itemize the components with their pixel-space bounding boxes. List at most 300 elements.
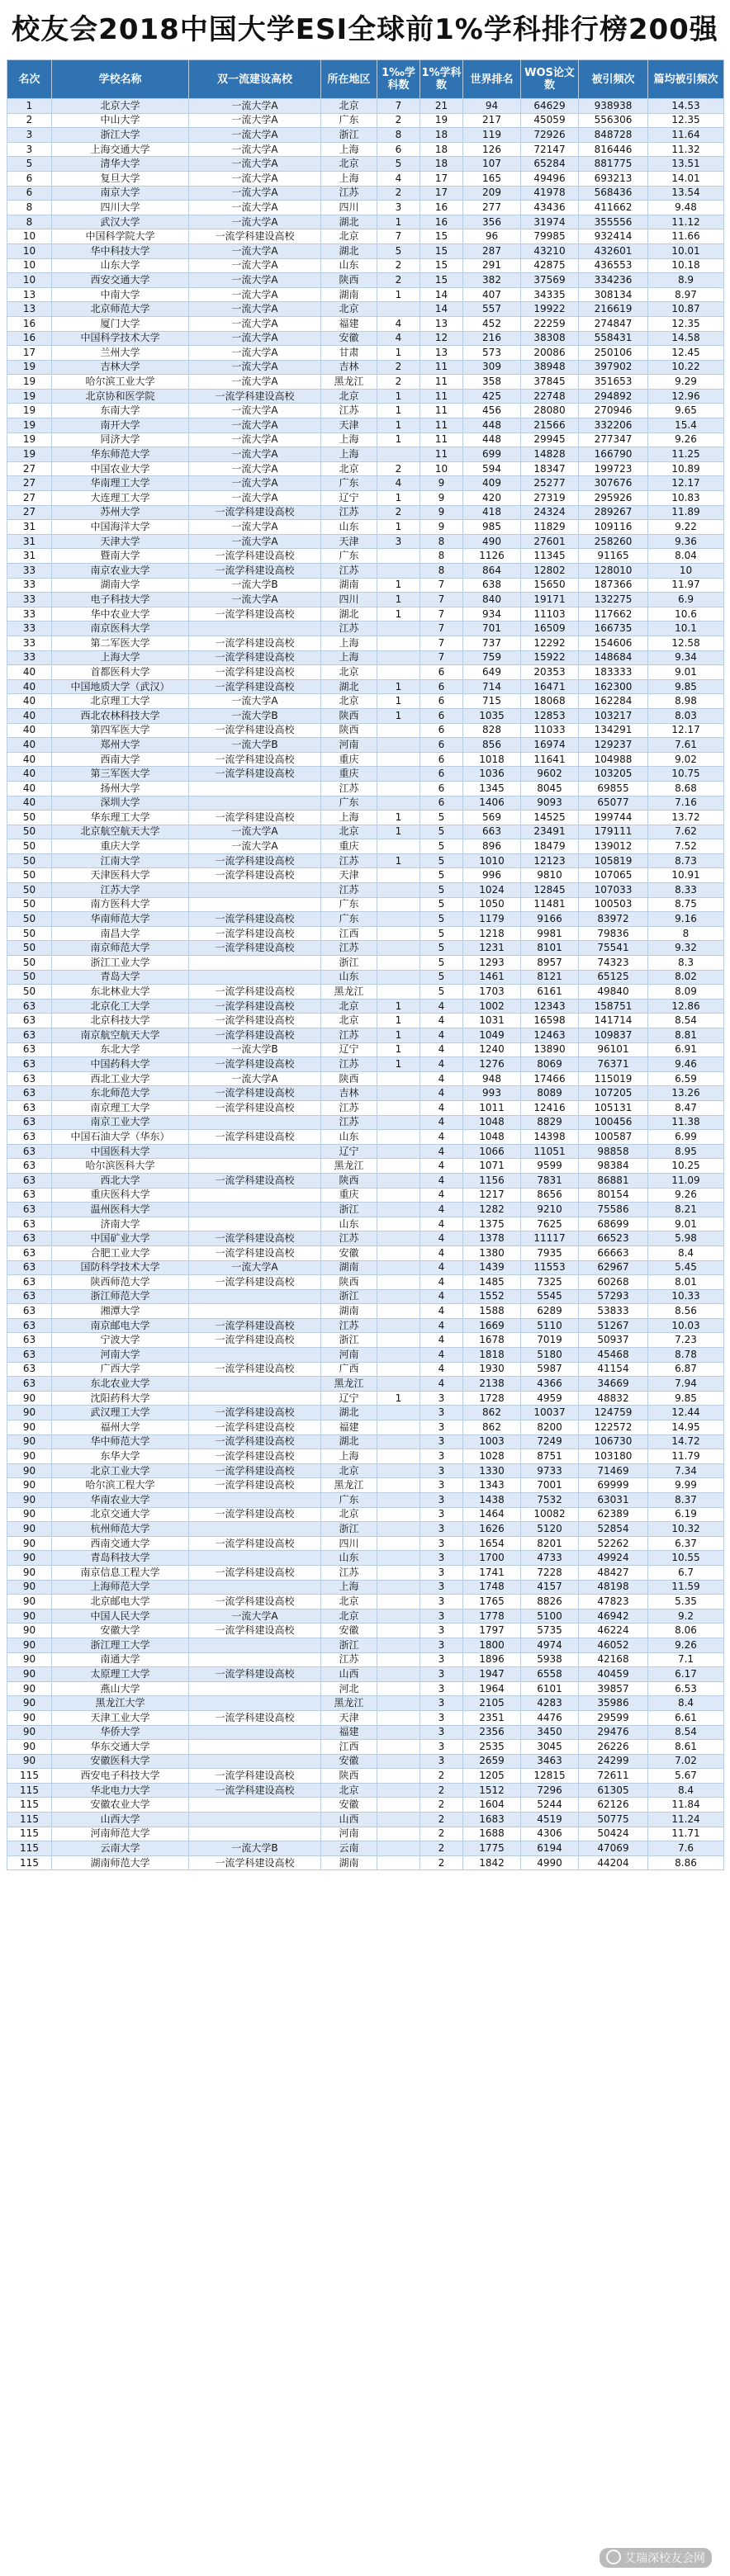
cell-school-name: 华南农业大学 — [52, 1493, 189, 1508]
cell-world-rank: 448 — [463, 418, 521, 433]
cell-avg-citations: 9.34 — [648, 650, 724, 665]
table-row — [7, 331, 724, 346]
cell-school-name: 陕西师范大学 — [52, 1275, 189, 1290]
cell-world-rank: 1156 — [463, 1173, 521, 1188]
table-row — [7, 346, 724, 361]
cell-region: 江苏 — [321, 1565, 377, 1580]
cell-citations: 270946 — [579, 404, 648, 418]
cell-citations: 105819 — [579, 853, 648, 868]
cell-school-name: 天津工业大学 — [52, 1710, 189, 1725]
cell-citations: 295926 — [579, 491, 648, 506]
cell-school-name: 济南大学 — [52, 1217, 189, 1231]
cell-avg-citations: 8.61 — [648, 1740, 724, 1755]
cell-wos-papers: 3045 — [521, 1740, 579, 1755]
cell-region: 四川 — [321, 201, 377, 215]
cell-school-name: 暨南大学 — [52, 549, 189, 564]
cell-double-first-class: 一流学科建设高校 — [189, 723, 321, 738]
cell-top-1-percent-count: 3 — [420, 1551, 463, 1566]
cell-citations: 66663 — [579, 1245, 648, 1260]
cell-school-name: 武汉大学 — [52, 215, 189, 229]
cell-world-rank: 309 — [463, 360, 521, 375]
cell-double-first-class: 一流学科建设高校 — [189, 607, 321, 622]
cell-top-1-percent-count: 5 — [420, 941, 463, 956]
cell-citations: 51267 — [579, 1318, 648, 1333]
cell-top-1-percent-count: 4 — [420, 1100, 463, 1115]
cell-region: 湖北 — [321, 243, 377, 258]
cell-double-first-class: 一流大学A — [189, 171, 321, 186]
cell-citations: 26226 — [579, 1740, 648, 1755]
cell-world-rank: 1343 — [463, 1478, 521, 1493]
cell-rank: 63 — [7, 1057, 52, 1072]
cell-avg-citations: 10.1 — [648, 622, 724, 636]
table-row — [7, 679, 724, 694]
cell-school-name: 第二军医大学 — [52, 636, 189, 650]
cell-world-rank: 993 — [463, 1086, 521, 1101]
cell-region: 重庆 — [321, 767, 377, 782]
cell-double-first-class: 一流学科建设高校 — [189, 1318, 321, 1333]
cell-rank: 19 — [7, 447, 52, 462]
cell-wos-papers: 11641 — [521, 752, 579, 767]
cell-rank: 33 — [7, 578, 52, 593]
cell-avg-citations: 11.59 — [648, 1580, 724, 1595]
cell-region: 山西 — [321, 1667, 377, 1682]
cell-world-rank: 1964 — [463, 1681, 521, 1696]
cell-region: 江苏 — [321, 941, 377, 956]
cell-world-rank: 1231 — [463, 941, 521, 956]
cell-region: 安徽 — [321, 1798, 377, 1813]
cell-citations: 65125 — [579, 970, 648, 985]
cell-school-name: 山东大学 — [52, 258, 189, 273]
cell-double-first-class: 一流学科建设高校 — [189, 999, 321, 1014]
cell-wos-papers: 11051 — [521, 1144, 579, 1159]
cell-school-name: 同济大学 — [52, 432, 189, 447]
cell-top-1-percent-count: 3 — [420, 1681, 463, 1696]
cell-rank: 8 — [7, 215, 52, 229]
cell-avg-citations: 7.1 — [648, 1652, 724, 1667]
table-row — [7, 201, 724, 215]
cell-school-name: 浙江工业大学 — [52, 956, 189, 971]
cell-rank: 10 — [7, 243, 52, 258]
cell-citations: 50424 — [579, 1827, 648, 1841]
cell-wos-papers: 6101 — [521, 1681, 579, 1696]
cell-world-rank: 569 — [463, 811, 521, 825]
cell-top-1-permille-count: 4 — [377, 476, 420, 491]
cell-avg-citations: 8.4 — [648, 1783, 724, 1798]
cell-wos-papers: 25277 — [521, 476, 579, 491]
cell-citations: 75541 — [579, 941, 648, 956]
cell-avg-citations: 11.38 — [648, 1115, 724, 1130]
cell-rank: 63 — [7, 1115, 52, 1130]
cell-rank: 3 — [7, 128, 52, 143]
cell-school-name: 南京工业大学 — [52, 1115, 189, 1130]
cell-double-first-class: 一流大学A — [189, 186, 321, 201]
cell-rank: 40 — [7, 665, 52, 680]
cell-region: 山东 — [321, 1130, 377, 1145]
cell-top-1-permille-count — [377, 1420, 420, 1435]
cell-wos-papers: 4283 — [521, 1696, 579, 1711]
cell-top-1-permille-count — [377, 1100, 420, 1115]
cell-rank: 19 — [7, 375, 52, 390]
cell-region: 黑龙江 — [321, 1159, 377, 1174]
cell-top-1-permille-count — [377, 1348, 420, 1363]
table-row — [7, 375, 724, 390]
cell-school-name: 上海师范大学 — [52, 1580, 189, 1595]
cell-wos-papers: 64629 — [521, 99, 579, 114]
cell-avg-citations: 10.6 — [648, 607, 724, 622]
cell-region: 北京 — [321, 665, 377, 680]
table-row — [7, 1304, 724, 1319]
cell-wos-papers: 11829 — [521, 520, 579, 535]
cell-wos-papers: 7935 — [521, 1245, 579, 1260]
table-row — [7, 1289, 724, 1304]
cell-world-rank: 840 — [463, 593, 521, 607]
cell-avg-citations: 9.26 — [648, 1638, 724, 1652]
cell-top-1-permille-count: 1 — [377, 1014, 420, 1028]
cell-world-rank: 1066 — [463, 1144, 521, 1159]
cell-top-1-permille-count — [377, 1522, 420, 1537]
table-row — [7, 1667, 724, 1682]
cell-avg-citations: 8.02 — [648, 970, 724, 985]
cell-double-first-class — [189, 796, 321, 811]
cell-world-rank: 291 — [463, 258, 521, 273]
cell-world-rank: 1654 — [463, 1536, 521, 1551]
cell-double-first-class: 一流大学A — [189, 404, 321, 418]
cell-wos-papers: 3463 — [521, 1754, 579, 1769]
table-row — [7, 811, 724, 825]
cell-top-1-permille-count — [377, 622, 420, 636]
cell-school-name: 天津大学 — [52, 534, 189, 549]
cell-top-1-permille-count — [377, 564, 420, 579]
cell-top-1-percent-count: 4 — [420, 1217, 463, 1231]
cell-top-1-permille-count — [377, 1318, 420, 1333]
cell-school-name: 西北农林科技大学 — [52, 708, 189, 723]
table-row — [7, 1769, 724, 1784]
table-row — [7, 825, 724, 839]
cell-avg-citations: 6.19 — [648, 1507, 724, 1522]
cell-region: 江苏 — [321, 564, 377, 579]
cell-region: 广西 — [321, 1362, 377, 1377]
table-row — [7, 1391, 724, 1406]
cell-avg-citations: 9.85 — [648, 679, 724, 694]
table-row — [7, 767, 724, 782]
cell-double-first-class: 一流大学A — [189, 316, 321, 331]
cell-wos-papers: 16974 — [521, 738, 579, 753]
cell-rank: 1 — [7, 99, 52, 114]
cell-world-rank: 277 — [463, 201, 521, 215]
cell-wos-papers: 12802 — [521, 564, 579, 579]
cell-avg-citations: 11.24 — [648, 1813, 724, 1827]
table-row — [7, 418, 724, 433]
cell-top-1-permille-count — [377, 1725, 420, 1740]
cell-school-name: 温州医科大学 — [52, 1203, 189, 1217]
cell-avg-citations: 8.86 — [648, 1855, 724, 1870]
cell-top-1-percent-count: 4 — [420, 1071, 463, 1086]
cell-top-1-permille-count — [377, 941, 420, 956]
cell-top-1-percent-count: 4 — [420, 1362, 463, 1377]
cell-top-1-permille-count — [377, 1217, 420, 1231]
cell-world-rank: 864 — [463, 564, 521, 579]
table-row — [7, 564, 724, 579]
cell-wos-papers: 24324 — [521, 505, 579, 520]
cell-top-1-permille-count — [377, 767, 420, 782]
cell-wos-papers: 8826 — [521, 1595, 579, 1609]
cell-region: 上海 — [321, 1580, 377, 1595]
table-row — [7, 1245, 724, 1260]
cell-citations: 117662 — [579, 607, 648, 622]
cell-avg-citations: 9.46 — [648, 1057, 724, 1072]
cell-avg-citations: 12.96 — [648, 389, 724, 404]
cell-avg-citations: 14.01 — [648, 171, 724, 186]
cell-top-1-permille-count — [377, 1710, 420, 1725]
cell-top-1-percent-count: 3 — [420, 1391, 463, 1406]
cell-school-name: 南昌大学 — [52, 926, 189, 941]
cell-school-name: 西北工业大学 — [52, 1071, 189, 1086]
cell-rank: 115 — [7, 1827, 52, 1841]
cell-top-1-percent-count: 4 — [420, 1014, 463, 1028]
cell-region: 北京 — [321, 389, 377, 404]
cell-citations: 29476 — [579, 1725, 648, 1740]
cell-school-name: 厦门大学 — [52, 316, 189, 331]
cell-top-1-permille-count: 1 — [377, 607, 420, 622]
table-row — [7, 1377, 724, 1392]
header-avg-citations: 篇均被引频次 — [648, 60, 724, 99]
cell-top-1-percent-count: 6 — [420, 723, 463, 738]
cell-top-1-percent-count: 3 — [420, 1522, 463, 1537]
cell-top-1-permille-count: 1 — [377, 708, 420, 723]
watermark — [600, 2548, 712, 2568]
cell-citations: 199723 — [579, 461, 648, 476]
cell-avg-citations: 8.68 — [648, 781, 724, 796]
cell-rank: 50 — [7, 956, 52, 971]
cell-rank: 50 — [7, 897, 52, 912]
cell-top-1-percent-count: 5 — [420, 985, 463, 1000]
cell-school-name: 哈尔滨工业大学 — [52, 375, 189, 390]
header-top-1-permille-count: 1‰学科数 — [377, 60, 420, 99]
cell-double-first-class: 一流大学A — [189, 287, 321, 302]
cell-wos-papers: 7625 — [521, 1217, 579, 1231]
cell-region: 江苏 — [321, 505, 377, 520]
cell-school-name: 华中农业大学 — [52, 607, 189, 622]
cell-double-first-class: 一流学科建设高校 — [189, 1855, 321, 1870]
cell-top-1-percent-count: 4 — [420, 1130, 463, 1145]
cell-citations: 48198 — [579, 1580, 648, 1595]
cell-double-first-class — [189, 1144, 321, 1159]
cell-top-1-percent-count: 6 — [420, 796, 463, 811]
cell-double-first-class — [189, 883, 321, 898]
cell-double-first-class — [189, 1580, 321, 1595]
cell-school-name: 安徽农业大学 — [52, 1798, 189, 1813]
cell-rank: 31 — [7, 534, 52, 549]
cell-rank: 63 — [7, 1086, 52, 1101]
cell-citations: 294892 — [579, 389, 648, 404]
cell-top-1-permille-count — [377, 1289, 420, 1304]
cell-citations: 166790 — [579, 447, 648, 462]
cell-top-1-percent-count: 5 — [420, 883, 463, 898]
cell-region: 江苏 — [321, 853, 377, 868]
cell-world-rank: 1896 — [463, 1652, 521, 1667]
table-row — [7, 1449, 724, 1464]
cell-top-1-permille-count — [377, 1449, 420, 1464]
cell-top-1-permille-count: 1 — [377, 346, 420, 361]
cell-rank: 3 — [7, 142, 52, 157]
cell-citations: 74323 — [579, 956, 648, 971]
cell-avg-citations: 5.98 — [648, 1231, 724, 1246]
cell-avg-citations: 8.33 — [648, 883, 724, 898]
table-row — [7, 1551, 724, 1566]
cell-region: 江苏 — [321, 883, 377, 898]
cell-top-1-percent-count: 16 — [420, 201, 463, 215]
cell-top-1-percent-count: 3 — [420, 1754, 463, 1769]
table-row — [7, 476, 724, 491]
cell-rank: 33 — [7, 636, 52, 650]
cell-wos-papers: 20086 — [521, 346, 579, 361]
cell-world-rank: 217 — [463, 113, 521, 128]
cell-top-1-percent-count: 9 — [420, 520, 463, 535]
cell-avg-citations: 13.51 — [648, 157, 724, 172]
cell-rank: 63 — [7, 1100, 52, 1115]
cell-top-1-percent-count: 6 — [420, 694, 463, 709]
cell-citations: 52854 — [579, 1522, 648, 1537]
cell-school-name: 太原理工大学 — [52, 1667, 189, 1682]
cell-double-first-class — [189, 1681, 321, 1696]
cell-rank: 2 — [7, 113, 52, 128]
cell-school-name: 电子科技大学 — [52, 593, 189, 607]
cell-top-1-percent-count: 16 — [420, 215, 463, 229]
cell-double-first-class: 一流学科建设高校 — [189, 1435, 321, 1449]
cell-region: 黑龙江 — [321, 375, 377, 390]
cell-wos-papers: 4990 — [521, 1855, 579, 1870]
cell-avg-citations: 11.25 — [648, 447, 724, 462]
cell-region: 广东 — [321, 113, 377, 128]
cell-top-1-percent-count: 5 — [420, 868, 463, 883]
header-rank: 名次 — [7, 60, 52, 99]
cell-wos-papers: 9602 — [521, 767, 579, 782]
cell-top-1-permille-count — [377, 1827, 420, 1841]
cell-avg-citations: 8.21 — [648, 1203, 724, 1217]
cell-citations: 124759 — [579, 1406, 648, 1420]
cell-top-1-percent-count: 3 — [420, 1493, 463, 1508]
cell-avg-citations: 9.01 — [648, 665, 724, 680]
table-row — [7, 258, 724, 273]
cell-avg-citations: 11.97 — [648, 578, 724, 593]
cell-top-1-permille-count: 2 — [377, 186, 420, 201]
cell-avg-citations: 8.78 — [648, 1348, 724, 1363]
cell-world-rank: 1552 — [463, 1289, 521, 1304]
cell-world-rank: 1741 — [463, 1565, 521, 1580]
cell-school-name: 吉林大学 — [52, 360, 189, 375]
cell-citations: 71469 — [579, 1463, 648, 1478]
cell-top-1-permille-count — [377, 665, 420, 680]
cell-school-name: 华北电力大学 — [52, 1783, 189, 1798]
cell-world-rank: 452 — [463, 316, 521, 331]
cell-rank: 40 — [7, 767, 52, 782]
cell-world-rank: 862 — [463, 1420, 521, 1435]
cell-world-rank: 1947 — [463, 1667, 521, 1682]
cell-world-rank: 2356 — [463, 1725, 521, 1740]
cell-school-name: 华南师范大学 — [52, 912, 189, 927]
cell-wos-papers: 12853 — [521, 708, 579, 723]
cell-rank: 63 — [7, 1130, 52, 1145]
cell-top-1-percent-count: 3 — [420, 1536, 463, 1551]
cell-avg-citations: 10.22 — [648, 360, 724, 375]
cell-double-first-class: 一流大学A — [189, 418, 321, 433]
cell-region: 江苏 — [321, 1100, 377, 1115]
cell-school-name: 东华大学 — [52, 1449, 189, 1464]
cell-top-1-percent-count: 3 — [420, 1435, 463, 1449]
cell-world-rank: 1842 — [463, 1855, 521, 1870]
table-row — [7, 273, 724, 288]
cell-rank: 50 — [7, 825, 52, 839]
cell-double-first-class: 一流大学A — [189, 839, 321, 854]
cell-school-name: 东北大学 — [52, 1042, 189, 1057]
cell-region: 浙江 — [321, 956, 377, 971]
table-row — [7, 1827, 724, 1841]
cell-wos-papers: 7296 — [521, 1783, 579, 1798]
cell-wos-papers: 79985 — [521, 229, 579, 244]
cell-double-first-class — [189, 1348, 321, 1363]
cell-wos-papers: 12123 — [521, 853, 579, 868]
cell-top-1-percent-count: 6 — [420, 665, 463, 680]
cell-citations: 42168 — [579, 1652, 648, 1667]
cell-avg-citations: 5.67 — [648, 1769, 724, 1784]
cell-region: 上海 — [321, 636, 377, 650]
cell-rank: 90 — [7, 1740, 52, 1755]
cell-avg-citations: 10 — [648, 564, 724, 579]
cell-school-name: 南京信息工程大学 — [52, 1565, 189, 1580]
table-row — [7, 549, 724, 564]
cell-double-first-class: 一流大学A — [189, 128, 321, 143]
cell-world-rank: 1276 — [463, 1057, 521, 1072]
cell-world-rank: 1678 — [463, 1333, 521, 1348]
cell-school-name: 湘潭大学 — [52, 1304, 189, 1319]
cell-school-name: 哈尔滨医科大学 — [52, 1159, 189, 1174]
cell-citations: 62389 — [579, 1507, 648, 1522]
cell-region: 陕西 — [321, 273, 377, 288]
cell-region: 北京 — [321, 1595, 377, 1609]
cell-avg-citations: 12.86 — [648, 999, 724, 1014]
table-row — [7, 1100, 724, 1115]
cell-wos-papers: 18068 — [521, 694, 579, 709]
cell-double-first-class: 一流学科建设高校 — [189, 549, 321, 564]
cell-world-rank: 425 — [463, 389, 521, 404]
table-row — [7, 1260, 724, 1275]
cell-school-name: 南通大学 — [52, 1652, 189, 1667]
cell-citations: 932414 — [579, 229, 648, 244]
cell-double-first-class: 一流大学A — [189, 825, 321, 839]
cell-rank: 90 — [7, 1696, 52, 1711]
cell-top-1-percent-count: 4 — [420, 1231, 463, 1246]
cell-wos-papers: 4476 — [521, 1710, 579, 1725]
table-row — [7, 853, 724, 868]
table-row — [7, 215, 724, 229]
cell-top-1-percent-count: 3 — [420, 1463, 463, 1478]
cell-citations: 411662 — [579, 201, 648, 215]
cell-citations: 69999 — [579, 1478, 648, 1493]
table-row — [7, 970, 724, 985]
cell-citations: 50775 — [579, 1813, 648, 1827]
cell-avg-citations: 12.17 — [648, 476, 724, 491]
table-row — [7, 1420, 724, 1435]
cell-top-1-permille-count — [377, 1551, 420, 1566]
cell-double-first-class: 一流大学A — [189, 113, 321, 128]
cell-avg-citations: 9.32 — [648, 941, 724, 956]
cell-citations: 332206 — [579, 418, 648, 433]
cell-top-1-percent-count: 3 — [420, 1696, 463, 1711]
cell-top-1-permille-count — [377, 650, 420, 665]
cell-region: 江苏 — [321, 781, 377, 796]
cell-citations: 351653 — [579, 375, 648, 390]
cell-wos-papers: 43210 — [521, 243, 579, 258]
